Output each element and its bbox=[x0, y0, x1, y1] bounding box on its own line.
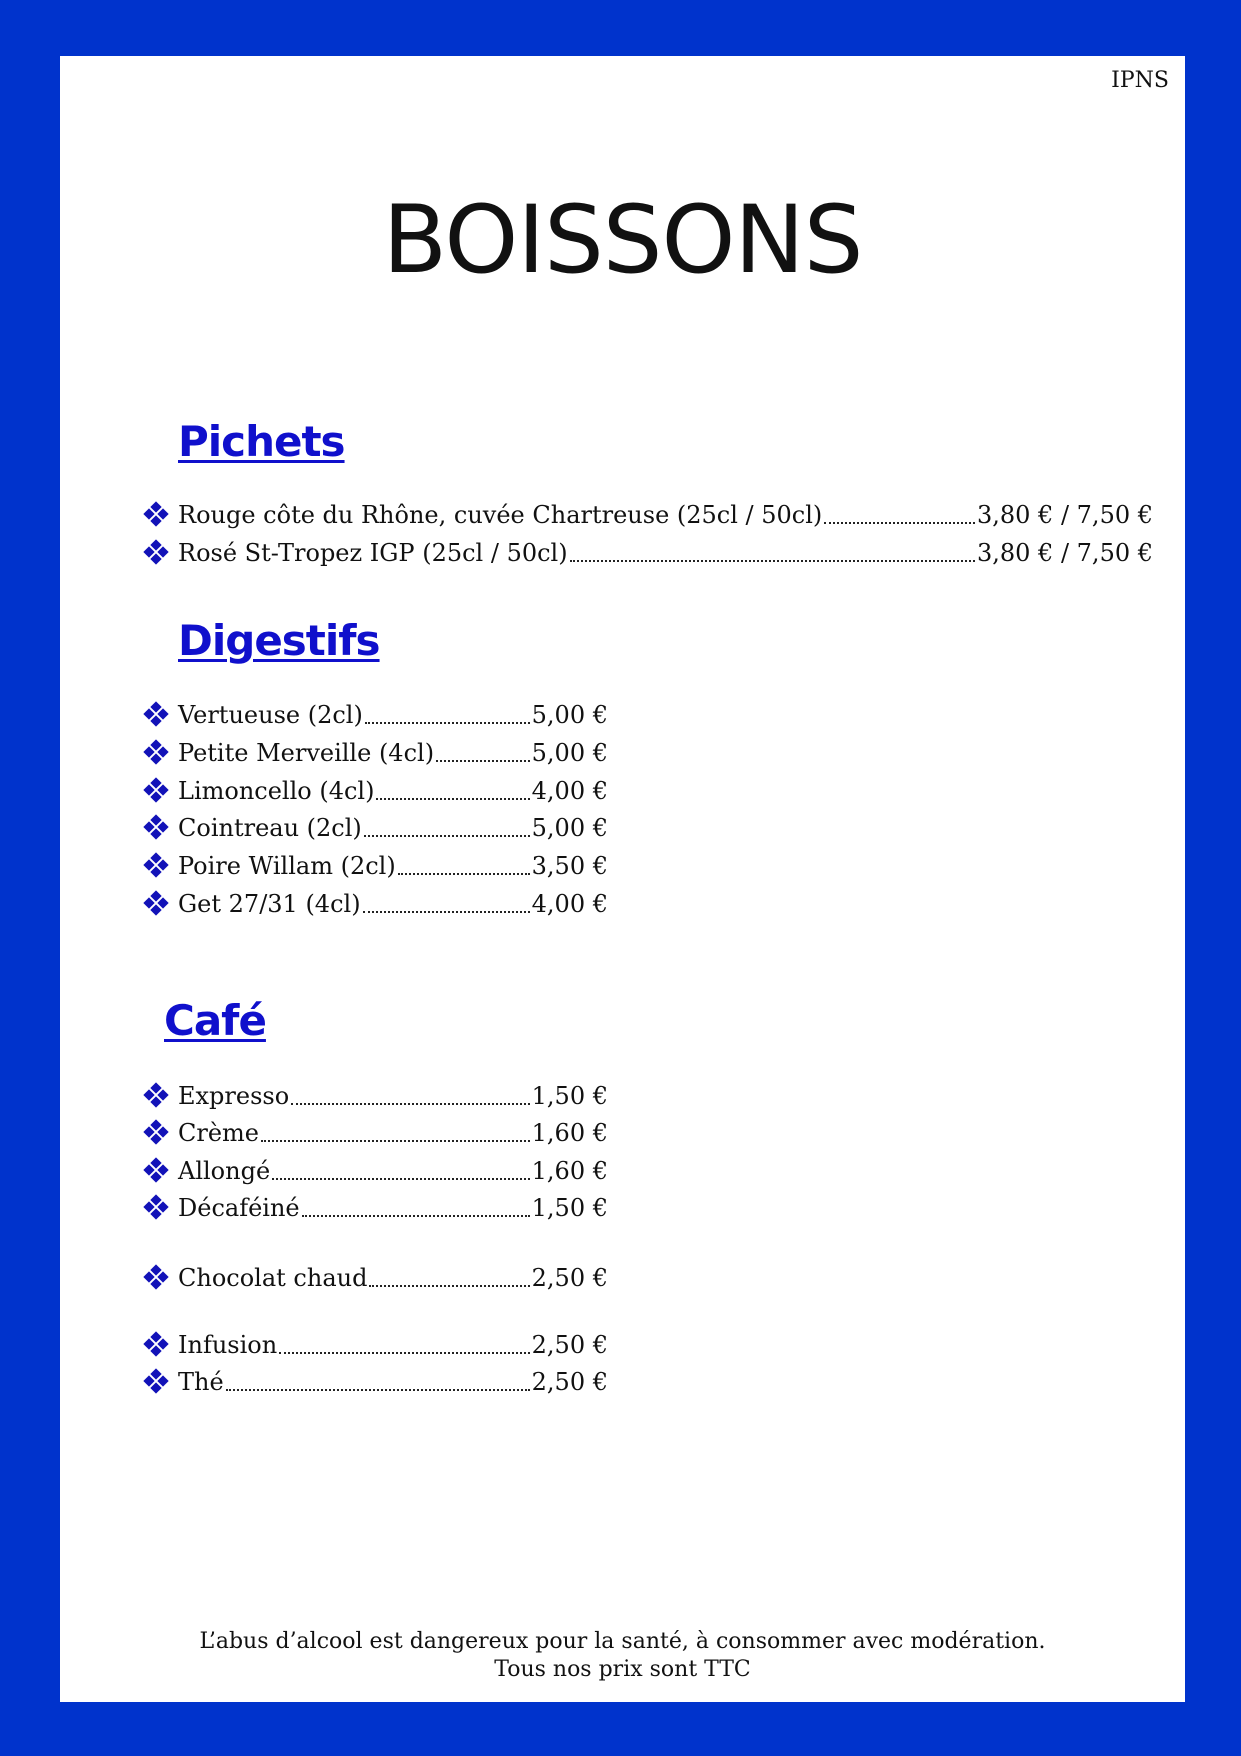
list-item bbox=[178, 1079, 608, 1113]
list-item bbox=[178, 536, 1153, 570]
dot-leader bbox=[436, 750, 530, 762]
diamond-bullet-icon bbox=[144, 1120, 168, 1144]
section-title-digestifs: Digestifs bbox=[178, 616, 380, 665]
item-price: 5,00 € bbox=[531, 814, 608, 842]
item-name: Petite Merveille (4cl) bbox=[178, 739, 435, 767]
item-name: Get 27/31 (4cl) bbox=[178, 890, 361, 918]
item-price: 5,00 € bbox=[531, 739, 608, 767]
list-item bbox=[178, 849, 608, 883]
item-price: 1,50 € bbox=[531, 1194, 608, 1222]
item-name: Limoncello (4cl) bbox=[178, 777, 375, 805]
list-item bbox=[178, 1154, 608, 1188]
item-price: 2,50 € bbox=[531, 1264, 608, 1292]
item-price: 3,80 € / 7,50 € bbox=[976, 539, 1153, 567]
dot-leader bbox=[363, 901, 530, 913]
item-price: 1,50 € bbox=[531, 1082, 608, 1110]
diamond-bullet-icon bbox=[144, 778, 168, 802]
item-name: Poire Willam (2cl) bbox=[178, 852, 396, 880]
item-name: Crème bbox=[178, 1119, 259, 1147]
item-price: 4,00 € bbox=[531, 890, 608, 918]
item-name: Rosé St-Tropez IGP (25cl / 50cl) bbox=[178, 539, 568, 567]
item-name: Rouge côte du Rhône, cuvée Chartreuse (25cl / 50cl) bbox=[178, 501, 823, 529]
item-name: Thé bbox=[178, 1368, 224, 1396]
diamond-bullet-icon bbox=[144, 815, 168, 839]
dot-leader bbox=[398, 863, 530, 875]
page-title: BOISSONS bbox=[382, 186, 863, 295]
list-item bbox=[178, 1191, 608, 1225]
diamond-bullet-icon bbox=[144, 853, 168, 877]
list-item bbox=[178, 1116, 608, 1150]
diamond-bullet-icon bbox=[144, 1158, 168, 1182]
footer-prices-note: Tous nos prix sont TTC bbox=[494, 1657, 751, 1682]
item-name: Vertueuse (2cl) bbox=[178, 701, 363, 729]
diamond-bullet-icon bbox=[144, 540, 168, 564]
diamond-bullet-icon bbox=[144, 1265, 168, 1289]
diamond-bullet-icon bbox=[144, 702, 168, 726]
menu-page bbox=[60, 56, 1185, 1702]
diamond-bullet-icon bbox=[144, 1369, 168, 1393]
list-item bbox=[178, 698, 608, 732]
item-price: 3,80 € / 7,50 € bbox=[976, 501, 1153, 529]
diamond-bullet-icon bbox=[144, 1083, 168, 1107]
dot-leader bbox=[369, 1275, 529, 1287]
item-name: Cointreau (2cl) bbox=[178, 814, 362, 842]
list-item bbox=[178, 1261, 608, 1295]
item-name: Infusion bbox=[178, 1331, 278, 1359]
dot-leader bbox=[365, 712, 530, 724]
dot-leader bbox=[226, 1379, 530, 1391]
dot-leader bbox=[261, 1130, 530, 1142]
dot-leader bbox=[824, 512, 975, 524]
dot-leader bbox=[279, 1342, 529, 1354]
diamond-bullet-icon bbox=[144, 891, 168, 915]
dot-leader bbox=[364, 825, 530, 837]
item-name: Allongé bbox=[178, 1157, 271, 1185]
dot-leader bbox=[302, 1205, 530, 1217]
item-name: Décaféiné bbox=[178, 1194, 300, 1222]
list-item bbox=[178, 1365, 608, 1399]
item-price: 1,60 € bbox=[531, 1119, 608, 1147]
diamond-bullet-icon bbox=[144, 1195, 168, 1219]
footer bbox=[60, 1628, 1185, 1684]
item-price: 4,00 € bbox=[531, 777, 608, 805]
item-price: 1,60 € bbox=[531, 1157, 608, 1185]
item-price: 2,50 € bbox=[531, 1331, 608, 1359]
item-price: 5,00 € bbox=[531, 701, 608, 729]
list-item bbox=[178, 774, 608, 808]
dot-leader bbox=[570, 550, 975, 562]
corner-label: IPNS bbox=[1111, 68, 1169, 93]
list-item bbox=[178, 887, 608, 921]
section-title-pichets: Pichets bbox=[178, 417, 345, 466]
footer-warning: L’abus d’alcool est dangereux pour la santé, à consommer avec modération. bbox=[199, 1629, 1046, 1654]
dot-leader bbox=[272, 1168, 530, 1180]
diamond-bullet-icon bbox=[144, 740, 168, 764]
list-item bbox=[178, 811, 608, 845]
diamond-bullet-icon bbox=[144, 502, 168, 526]
list-item bbox=[178, 1328, 608, 1362]
dot-leader bbox=[376, 788, 529, 800]
item-name: Chocolat chaud bbox=[178, 1264, 368, 1292]
item-name: Expresso bbox=[178, 1082, 290, 1110]
section-title-cafe: Café bbox=[164, 996, 266, 1045]
list-item bbox=[178, 498, 1153, 532]
item-price: 2,50 € bbox=[531, 1368, 608, 1396]
list-item bbox=[178, 736, 608, 770]
dot-leader bbox=[291, 1093, 529, 1105]
item-price: 3,50 € bbox=[531, 852, 608, 880]
diamond-bullet-icon bbox=[144, 1332, 168, 1356]
